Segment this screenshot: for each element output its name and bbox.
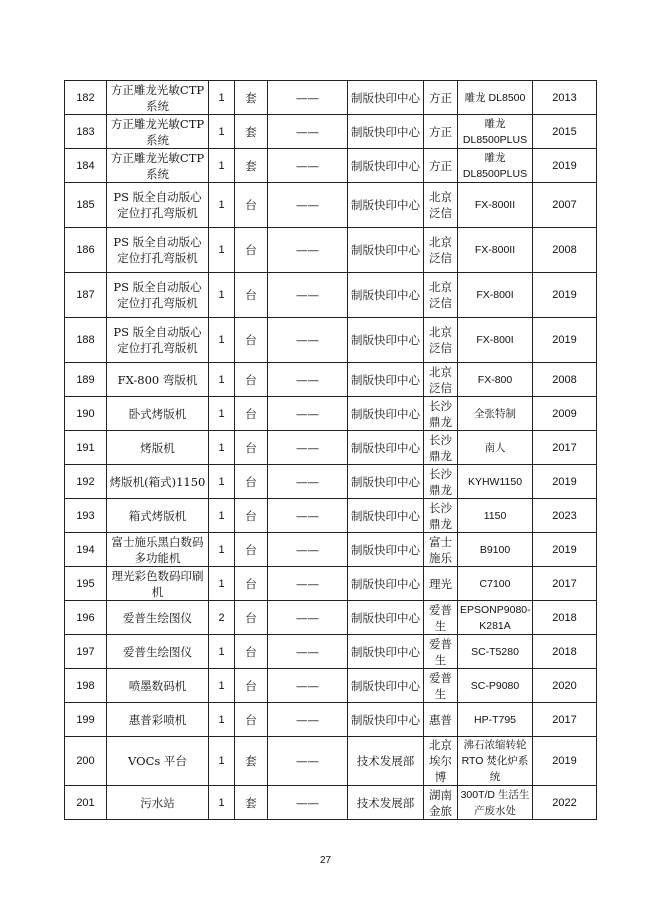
table-row bbox=[65, 183, 597, 228]
cell-row-number: 189 bbox=[65, 363, 107, 397]
cell-unit: 台 bbox=[235, 635, 268, 669]
cell-manufacturer: 爱普生 bbox=[424, 669, 458, 703]
cell-row-number: 196 bbox=[65, 601, 107, 635]
cell-quantity: 1 bbox=[209, 183, 235, 228]
cell-quantity: 1 bbox=[209, 635, 235, 669]
table-row bbox=[65, 363, 597, 397]
cell-department: 制版快印中心 bbox=[348, 499, 424, 533]
cell-model: 雕龙 DL8500 bbox=[458, 81, 533, 115]
cell-manufacturer: 长沙鼎龙 bbox=[424, 397, 458, 431]
cell-department: 制版快印中心 bbox=[348, 669, 424, 703]
cell-quantity: 1 bbox=[209, 273, 235, 318]
cell-department: 制版快印中心 bbox=[348, 183, 424, 228]
cell-model: SC-T5280 bbox=[458, 635, 533, 669]
cell-manufacturer: 惠普 bbox=[424, 703, 458, 737]
cell-quantity: 1 bbox=[209, 318, 235, 363]
cell-unit: 台 bbox=[235, 318, 268, 363]
cell-quantity: 1 bbox=[209, 363, 235, 397]
cell-year: 2007 bbox=[533, 183, 597, 228]
equipment-table bbox=[64, 80, 597, 820]
cell-department: 制版快印中心 bbox=[348, 318, 424, 363]
table-row bbox=[65, 318, 597, 363]
cell-department: 制版快印中心 bbox=[348, 228, 424, 273]
cell-row-number: 186 bbox=[65, 228, 107, 273]
cell-row-number: 194 bbox=[65, 533, 107, 567]
cell-quantity: 1 bbox=[209, 465, 235, 499]
cell-quantity: 1 bbox=[209, 149, 235, 183]
cell-year: 2009 bbox=[533, 397, 597, 431]
cell-year: 2008 bbox=[533, 228, 597, 273]
cell-equipment-name: 爱普生绘图仪 bbox=[107, 601, 209, 635]
cell-department: 制版快印中心 bbox=[348, 273, 424, 318]
cell-original-value: —— bbox=[268, 737, 348, 786]
cell-equipment-name: 污水站 bbox=[107, 786, 209, 820]
cell-equipment-name: 惠普彩喷机 bbox=[107, 703, 209, 737]
cell-model: FX-800I bbox=[458, 273, 533, 318]
cell-equipment-name: VOCs 平台 bbox=[107, 737, 209, 786]
cell-equipment-name: PS 版全自动版心定位打孔弯版机 bbox=[107, 228, 209, 273]
cell-model: FX-800I bbox=[458, 318, 533, 363]
cell-year: 2017 bbox=[533, 703, 597, 737]
cell-unit: 台 bbox=[235, 228, 268, 273]
cell-manufacturer: 北京泛信 bbox=[424, 363, 458, 397]
cell-manufacturer: 方正 bbox=[424, 81, 458, 115]
cell-unit: 套 bbox=[235, 786, 268, 820]
cell-unit: 台 bbox=[235, 397, 268, 431]
cell-row-number: 183 bbox=[65, 115, 107, 149]
cell-year: 2008 bbox=[533, 363, 597, 397]
table-row bbox=[65, 115, 597, 149]
cell-original-value: —— bbox=[268, 669, 348, 703]
cell-year: 2023 bbox=[533, 499, 597, 533]
cell-manufacturer: 北京泛信 bbox=[424, 318, 458, 363]
cell-model: 雕龙DL8500PLUS bbox=[458, 115, 533, 149]
cell-manufacturer: 富士施乐 bbox=[424, 533, 458, 567]
cell-original-value: —— bbox=[268, 397, 348, 431]
table-row bbox=[65, 737, 597, 786]
cell-original-value: —— bbox=[268, 149, 348, 183]
cell-department: 制版快印中心 bbox=[348, 601, 424, 635]
cell-equipment-name: 方正雕龙光敏CTP 系统 bbox=[107, 149, 209, 183]
table-row bbox=[65, 149, 597, 183]
table-row bbox=[65, 431, 597, 465]
cell-equipment-name: 喷墨数码机 bbox=[107, 669, 209, 703]
cell-year: 2019 bbox=[533, 737, 597, 786]
cell-manufacturer: 长沙鼎龙 bbox=[424, 431, 458, 465]
cell-unit: 台 bbox=[235, 183, 268, 228]
cell-unit: 台 bbox=[235, 703, 268, 737]
table-row bbox=[65, 669, 597, 703]
cell-equipment-name: PS 版全自动版心定位打孔弯版机 bbox=[107, 273, 209, 318]
cell-department: 制版快印中心 bbox=[348, 149, 424, 183]
cell-quantity: 1 bbox=[209, 567, 235, 601]
cell-model: KYHW1150 bbox=[458, 465, 533, 499]
cell-original-value: —— bbox=[268, 273, 348, 318]
table-row bbox=[65, 533, 597, 567]
cell-manufacturer: 理光 bbox=[424, 567, 458, 601]
cell-quantity: 1 bbox=[209, 669, 235, 703]
cell-year: 2019 bbox=[533, 533, 597, 567]
cell-department: 制版快印中心 bbox=[348, 533, 424, 567]
cell-equipment-name: 箱式烤版机 bbox=[107, 499, 209, 533]
cell-quantity: 1 bbox=[209, 737, 235, 786]
cell-year: 2018 bbox=[533, 635, 597, 669]
cell-original-value: —— bbox=[268, 183, 348, 228]
cell-equipment-name: FX-800 弯版机 bbox=[107, 363, 209, 397]
cell-model: 1150 bbox=[458, 499, 533, 533]
cell-unit: 台 bbox=[235, 273, 268, 318]
cell-unit: 台 bbox=[235, 363, 268, 397]
table-row bbox=[65, 465, 597, 499]
cell-model: 全张特制 bbox=[458, 397, 533, 431]
table-row bbox=[65, 273, 597, 318]
cell-unit: 台 bbox=[235, 567, 268, 601]
cell-row-number: 200 bbox=[65, 737, 107, 786]
cell-department: 技术发展部 bbox=[348, 737, 424, 786]
cell-quantity: 1 bbox=[209, 786, 235, 820]
cell-row-number: 182 bbox=[65, 81, 107, 115]
cell-quantity: 1 bbox=[209, 228, 235, 273]
cell-year: 2020 bbox=[533, 669, 597, 703]
cell-quantity: 1 bbox=[209, 115, 235, 149]
cell-year: 2019 bbox=[533, 318, 597, 363]
cell-manufacturer: 长沙鼎龙 bbox=[424, 465, 458, 499]
cell-original-value: —— bbox=[268, 786, 348, 820]
table-row bbox=[65, 499, 597, 533]
cell-manufacturer: 长沙鼎龙 bbox=[424, 499, 458, 533]
cell-manufacturer: 北京泛信 bbox=[424, 228, 458, 273]
cell-year: 2015 bbox=[533, 115, 597, 149]
cell-quantity: 2 bbox=[209, 601, 235, 635]
cell-year: 2018 bbox=[533, 601, 597, 635]
cell-department: 制版快印中心 bbox=[348, 635, 424, 669]
cell-model: FX-800 bbox=[458, 363, 533, 397]
cell-equipment-name: 爱普生绘图仪 bbox=[107, 635, 209, 669]
cell-unit: 套 bbox=[235, 115, 268, 149]
cell-department: 制版快印中心 bbox=[348, 431, 424, 465]
cell-row-number: 184 bbox=[65, 149, 107, 183]
page-number: 27 bbox=[319, 855, 332, 866]
cell-unit: 套 bbox=[235, 737, 268, 786]
cell-quantity: 1 bbox=[209, 81, 235, 115]
cell-manufacturer: 爱普生 bbox=[424, 601, 458, 635]
cell-unit: 套 bbox=[235, 149, 268, 183]
cell-row-number: 195 bbox=[65, 567, 107, 601]
cell-equipment-name: 烤版机 bbox=[107, 431, 209, 465]
cell-quantity: 1 bbox=[209, 533, 235, 567]
cell-year: 2017 bbox=[533, 567, 597, 601]
cell-department: 制版快印中心 bbox=[348, 465, 424, 499]
cell-row-number: 197 bbox=[65, 635, 107, 669]
cell-equipment-name: PS 版全自动版心定位打孔弯版机 bbox=[107, 318, 209, 363]
cell-row-number: 187 bbox=[65, 273, 107, 318]
cell-year: 2017 bbox=[533, 431, 597, 465]
cell-model: SC-P9080 bbox=[458, 669, 533, 703]
cell-equipment-name: 方正雕龙光敏CTP 系统 bbox=[107, 81, 209, 115]
cell-unit: 台 bbox=[235, 431, 268, 465]
cell-model: HP-T795 bbox=[458, 703, 533, 737]
cell-row-number: 185 bbox=[65, 183, 107, 228]
cell-model: 300T/D 生活生产废水处 bbox=[458, 786, 533, 820]
cell-department: 制版快印中心 bbox=[348, 81, 424, 115]
cell-equipment-name: 富士施乐黑白数码多功能机 bbox=[107, 533, 209, 567]
cell-unit: 套 bbox=[235, 81, 268, 115]
cell-original-value: —— bbox=[268, 81, 348, 115]
cell-equipment-name: 卧式烤版机 bbox=[107, 397, 209, 431]
cell-original-value: —— bbox=[268, 703, 348, 737]
cell-unit: 台 bbox=[235, 533, 268, 567]
table-row bbox=[65, 786, 597, 820]
cell-manufacturer: 爱普生 bbox=[424, 635, 458, 669]
cell-row-number: 199 bbox=[65, 703, 107, 737]
cell-manufacturer: 北京泛信 bbox=[424, 273, 458, 318]
cell-department: 制版快印中心 bbox=[348, 363, 424, 397]
cell-department: 制版快印中心 bbox=[348, 115, 424, 149]
cell-row-number: 193 bbox=[65, 499, 107, 533]
cell-original-value: —— bbox=[268, 567, 348, 601]
cell-year: 2022 bbox=[533, 786, 597, 820]
cell-quantity: 1 bbox=[209, 703, 235, 737]
cell-original-value: —— bbox=[268, 499, 348, 533]
cell-department: 制版快印中心 bbox=[348, 397, 424, 431]
cell-manufacturer: 方正 bbox=[424, 115, 458, 149]
cell-model: 南人 bbox=[458, 431, 533, 465]
cell-unit: 台 bbox=[235, 669, 268, 703]
cell-row-number: 190 bbox=[65, 397, 107, 431]
cell-unit: 台 bbox=[235, 499, 268, 533]
table-row bbox=[65, 81, 597, 115]
cell-original-value: —— bbox=[268, 601, 348, 635]
cell-equipment-name: 理光彩色数码印刷机 bbox=[107, 567, 209, 601]
cell-unit: 台 bbox=[235, 465, 268, 499]
cell-original-value: —— bbox=[268, 228, 348, 273]
cell-year: 2019 bbox=[533, 273, 597, 318]
cell-department: 制版快印中心 bbox=[348, 567, 424, 601]
table-row bbox=[65, 601, 597, 635]
cell-original-value: —— bbox=[268, 431, 348, 465]
cell-original-value: —— bbox=[268, 465, 348, 499]
cell-original-value: —— bbox=[268, 533, 348, 567]
cell-model: C7100 bbox=[458, 567, 533, 601]
cell-model: 沸石浓缩转轮 RTO 焚化炉系统 bbox=[458, 737, 533, 786]
cell-model: FX-800II bbox=[458, 183, 533, 228]
cell-quantity: 1 bbox=[209, 499, 235, 533]
table-row bbox=[65, 228, 597, 273]
table-row bbox=[65, 567, 597, 601]
cell-equipment-name: PS 版全自动版心定位打孔弯版机 bbox=[107, 183, 209, 228]
cell-model: EPSONP9080-K281A bbox=[458, 601, 533, 635]
cell-original-value: —— bbox=[268, 318, 348, 363]
cell-row-number: 192 bbox=[65, 465, 107, 499]
cell-row-number: 198 bbox=[65, 669, 107, 703]
cell-year: 2019 bbox=[533, 465, 597, 499]
table-body bbox=[65, 81, 597, 820]
cell-equipment-name: 方正雕龙光敏CTP 系统 bbox=[107, 115, 209, 149]
cell-manufacturer: 湖南金旅 bbox=[424, 786, 458, 820]
cell-department: 制版快印中心 bbox=[348, 703, 424, 737]
table-row bbox=[65, 635, 597, 669]
cell-row-number: 201 bbox=[65, 786, 107, 820]
cell-year: 2013 bbox=[533, 81, 597, 115]
cell-original-value: —— bbox=[268, 115, 348, 149]
table-row bbox=[65, 397, 597, 431]
cell-manufacturer: 北京埃尔博 bbox=[424, 737, 458, 786]
cell-equipment-name: 烤版机(箱式)1150 bbox=[107, 465, 209, 499]
cell-unit: 台 bbox=[235, 601, 268, 635]
cell-quantity: 1 bbox=[209, 397, 235, 431]
cell-manufacturer: 北京泛信 bbox=[424, 183, 458, 228]
cell-model: 雕龙DL8500PLUS bbox=[458, 149, 533, 183]
cell-row-number: 191 bbox=[65, 431, 107, 465]
cell-department: 技术发展部 bbox=[348, 786, 424, 820]
cell-year: 2019 bbox=[533, 149, 597, 183]
cell-manufacturer: 方正 bbox=[424, 149, 458, 183]
cell-model: FX-800II bbox=[458, 228, 533, 273]
cell-quantity: 1 bbox=[209, 431, 235, 465]
cell-row-number: 188 bbox=[65, 318, 107, 363]
cell-original-value: —— bbox=[268, 363, 348, 397]
cell-original-value: —— bbox=[268, 635, 348, 669]
cell-model: B9100 bbox=[458, 533, 533, 567]
table-row bbox=[65, 703, 597, 737]
